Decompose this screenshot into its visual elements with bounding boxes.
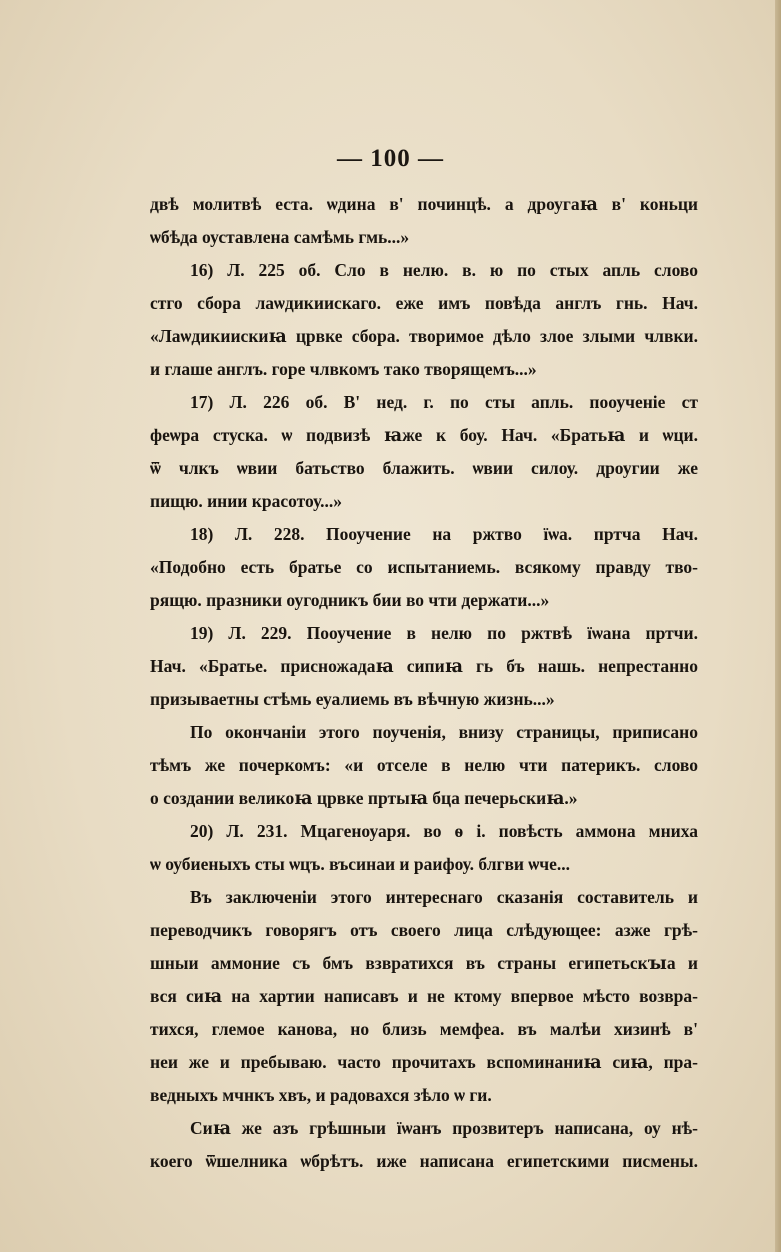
page-edge (775, 0, 781, 1252)
text-line: Въ заключеніи этого интереснаго сказанія составитель и (190, 887, 698, 907)
text-line: неи же и пребываю. часто прочитахъ вспоминаниꙗ сиꙗ, пра- (150, 1052, 698, 1072)
text-line: тѣмъ же почеркомъ: «и отселе в нелю чти патерикъ. слово (150, 755, 698, 775)
text-line: 19) Л. 229. Пооучение в нелю по ржтвѣ їѡана пртчи. (190, 623, 698, 643)
text-line: вся сиꙗ на хартии написавъ и не ктому впервое мѣсто возвра- (150, 986, 698, 1006)
text-line: призываетны стѣмь еуалиемь въ вѣчную жизнь...» (150, 689, 555, 709)
text-line: «Лаѡдикиискиꙗ црвке сбора. творимое дѣло злое злыми члвки. (150, 326, 698, 346)
text-line: коего ѿшелника ѡбрѣтъ. иже написана египетскими писмены. (150, 1151, 698, 1171)
text-line: стго сбора лаѡдикиискаго. еже имъ повѣда англъ гнь. Нач. (150, 293, 698, 313)
text-line: ѡ оубиеныхъ сты ѡцъ. въсинаи и раифоу. блгви ѡче... (150, 854, 570, 874)
text-line: 17) Л. 226 об. В' нед. г. по сты апль. пооученіе ст (190, 392, 698, 412)
text-line: ѡбѣда оуставлена самѣмь гмь...» (150, 227, 410, 247)
text-line: 18) Л. 228. Пооучение на ржтво їѡа. пртча Нач. (190, 524, 698, 544)
body-text (150, 188, 698, 1178)
text-line: ведныхъ мчнкъ хвъ, и радовахся зѣло ѡ ги. (150, 1085, 492, 1105)
text-line: тихся, глемое канова, но близь мемфеа. въ малѣи хизинѣ в' (150, 1019, 698, 1039)
text-line: переводчикъ говорягъ отъ своего лица слѣдующее: азже грѣ- (150, 920, 698, 940)
text-line: феѡра стуска. ѡ подвизѣ ꙗже к боу. Нач. «Братьꙗ и ѡци. (150, 425, 698, 445)
text-line: Сиꙗ же азъ грѣшныи їѡанъ прозвитеръ написана, оу нѣ- (190, 1118, 698, 1138)
text-line: 20) Л. 231. Мцагеноуаря. во ѳ і. повѣсть аммона мниха (190, 821, 698, 841)
text-line: шныи аммоние съ бмъ взвратихся въ страны египетьскꙑа и (150, 953, 698, 973)
text-line: рящю. празники оугодникъ бии во чти держати...» (150, 590, 550, 610)
text-line: о создании великоꙗ црвке пртыꙗ бца печерьскиꙗ.» (150, 788, 578, 808)
text-line: «Подобно есть братье со испытаниемь. всякому правду тво- (150, 557, 698, 577)
text-line: ѿ члкъ ѡвии батьство блажить. ѡвии силоу. дроугии же (150, 458, 698, 478)
page-number: — 100 — (337, 145, 444, 172)
text-line: пищю. инии красотоу...» (150, 491, 342, 511)
text-line: двѣ молитвѣ еста. ѡдина в' починцѣ. а дроугаꙗ в' коньци (150, 194, 698, 214)
text-line: 16) Л. 225 об. Сло в нелю. в. ю по стых апль слово (190, 260, 698, 280)
text-line: и глаше англъ. горе члвкомъ тако творящемъ...» (150, 359, 537, 379)
text-line: По окончаніи этого поученія, внизу страницы, приписано (190, 722, 698, 742)
text-line: Нач. «Братье. присножадаꙗ сипиꙗ гь бъ нашь. непрестанно (150, 656, 698, 676)
